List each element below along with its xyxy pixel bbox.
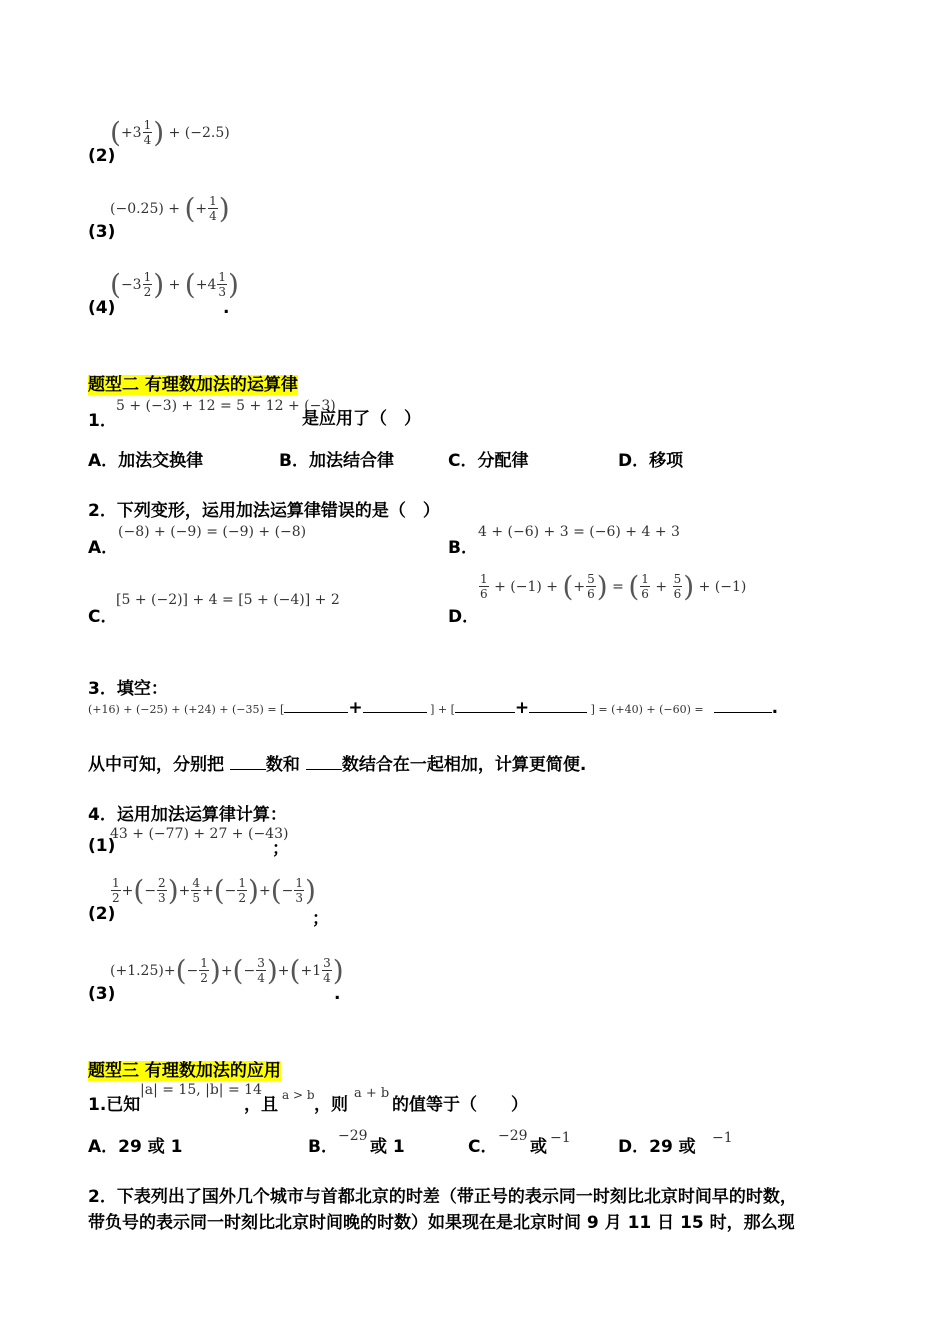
option-c: C．分配律 bbox=[448, 451, 529, 471]
math-expression: (+1.25)+ ( − $\frac{1}{2}$ ) + ( − $\frac{3}{4}$ ) + ( +1 $\frac{3}{4}$ ) bbox=[110, 953, 344, 987]
conclusion-text: 从中可知，分别把 数和 数结合在一起相加，计算更简便. bbox=[88, 755, 587, 775]
problem-label: (4) bbox=[88, 298, 116, 318]
question-s2-4: 4．运用加法运算律计算： bbox=[88, 805, 287, 825]
question-s2-2: 2．下列变形，运用加法运算律错误的是（ ） bbox=[88, 501, 440, 521]
section-title: 题型三 有理数加法的应用 bbox=[88, 1061, 281, 1081]
math-expression: [5 + (−2)] + 4 = [5 + (−4)] + 2 bbox=[116, 592, 340, 608]
math-expression: (−8) + (−9) = (−9) + (−8) bbox=[118, 524, 307, 540]
option-b: B．加法结合律 bbox=[279, 451, 394, 471]
option-a: A．29 或 1 bbox=[88, 1137, 183, 1157]
fill-blank-expression: (+16) + (−25) + (+24) + (−35) = [ + ] + [ + ] = (+40) + (−60) = . bbox=[88, 698, 779, 718]
problem-label: (2) bbox=[88, 146, 116, 166]
question-s2-3: 3．填空： bbox=[88, 679, 168, 699]
question-s3-2-line1: 2．下表列出了国外几个城市与首都北京的时差（带正号的表示同一时刻比北京时间早的时数， bbox=[88, 1187, 797, 1207]
option-a: A．加法交换律 bbox=[88, 451, 204, 471]
math-expression: 5 + (−3) + 12 = 5 + 12 + (−3) bbox=[116, 398, 336, 414]
math-expression: ( +3 $\frac{1}{4}$ ) + (−2.5) bbox=[110, 115, 230, 149]
section-title: 题型二 有理数加法的运算律 bbox=[88, 375, 298, 395]
math-expression: $\frac{1}{2}$ + ( − $\frac{2}{3}$ ) + $\frac{4}{5}$ + ( − $\frac{1}{2}$ ) + ( − $\frac{1}{3}$ ) bbox=[112, 873, 316, 907]
math-expression: 4 + (−6) + 3 = (−6) + 4 + 3 bbox=[478, 524, 680, 540]
question-s3-2-line2: 带负号的表示同一时刻比北京时间晚的时数）如果现在是北京时间 9 月 11 日 15 时，那么现 bbox=[88, 1213, 795, 1233]
option-d: D．移项 bbox=[618, 451, 684, 471]
math-expression: 43 + (−77) + 27 + (−43) bbox=[110, 826, 289, 842]
math-expression: ( −3 $\frac{1}{2}$ ) + ( +4 $\frac{1}{3}$ ) bbox=[110, 267, 239, 301]
problem-label: (3) bbox=[88, 222, 116, 242]
math-expression: (−0.25) + ( + $\frac{1}{4}$ ) bbox=[110, 191, 230, 225]
math-expression: $\frac{1}{6}$ + (−1) + ( + $\frac{5}{6}$ ) = ( $\frac{1}{6}$ + $\frac{5}{6}$ ) + (−1) bbox=[480, 569, 747, 603]
